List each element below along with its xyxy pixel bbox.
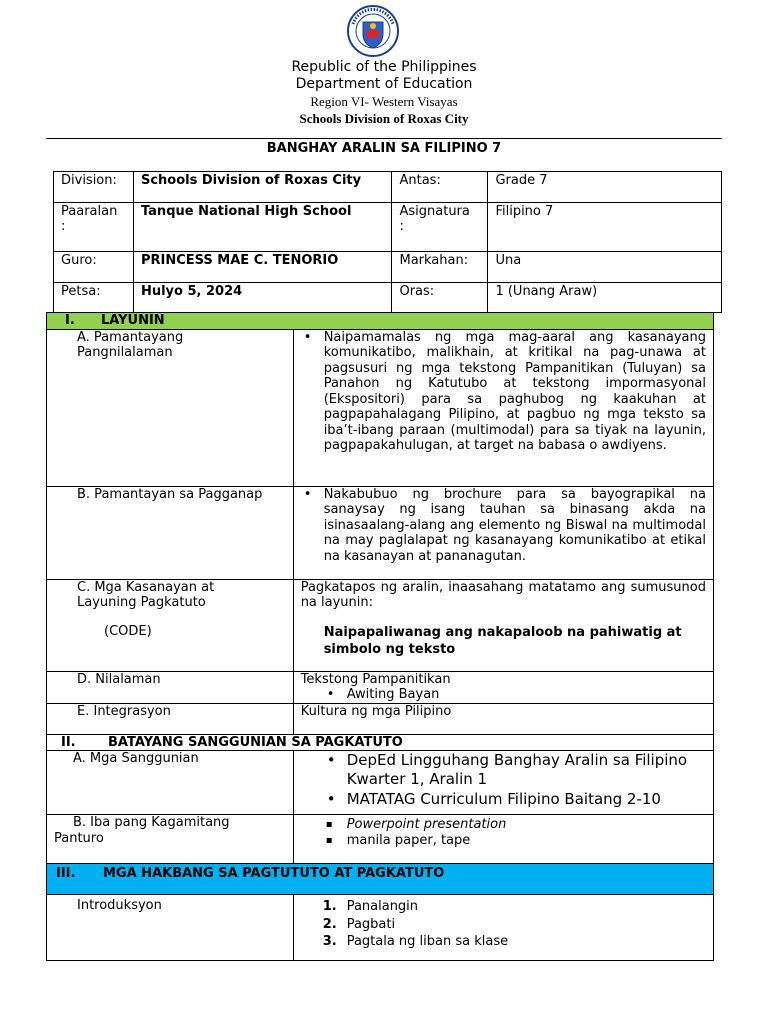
markahan-value: Una [488, 252, 722, 283]
code-placeholder: (CODE) [104, 623, 152, 639]
integrasyon-label: E. Integrasyon [47, 703, 294, 734]
list-item: 1. Panalangin [322, 899, 419, 914]
sanggunian-content: • DepEd Lingguhang Banghay Aralin sa Filipino Kwarter 1, Aralin 1 • MATATAG Curriculum Filipino Baitang 2-10 [293, 751, 713, 815]
kasanayan-content: Pagkatapos ng aralin, inaasahang matatamo ang sumusunod na layunin: Naipapaliwanag ang nakapaloob na pahiwatig at simbolo ng teksto [293, 579, 713, 671]
document-title: BANGHAY ARALIN SA FILIPINO 7 [266, 141, 502, 156]
asignatura-value: Filipino 7 [488, 203, 722, 252]
header-republic: Republic of the Philippines [291, 59, 477, 75]
asignatura-label: Asignatura : [392, 203, 488, 252]
paaralan-value: Tanque National High School [133, 203, 392, 252]
list-item: 3. Pagtala ng liban sa klase [322, 934, 509, 949]
deped-seal-logo [341, 4, 405, 58]
header-division: Schools Division of Roxas City [299, 111, 469, 126]
kagamitang-panturo-label: B. Iba pang Kagamitang Panturo [47, 815, 294, 864]
header-department: Department of Education [295, 76, 473, 92]
markahan-label: Markahan: [392, 252, 488, 283]
header-divider [46, 138, 722, 139]
antas-value: Grade 7 [488, 172, 722, 203]
section-layunin-header: I. LAYUNIN [47, 313, 714, 330]
oras-value: 1 (Unang Araw) [488, 283, 722, 313]
lesson-plan-table [46, 312, 714, 961]
paaralan-label: Paaralan : [54, 203, 134, 252]
nilalaman-label: D. Nilalaman [47, 671, 294, 703]
introduksyon-content [293, 895, 713, 961]
header-region: Region VI- Western Visayas [310, 94, 458, 109]
oras-label: Oras: [392, 283, 488, 313]
guro-value: PRINCESS MAE C. TENORIO [133, 252, 392, 283]
division-label: Division: [54, 172, 134, 203]
section-sanggunian-header: II. BATAYANG SANGGUNIAN SA PAGKATUTO [47, 734, 714, 751]
petsa-label: Petsa: [54, 283, 134, 313]
list-item: 2. Pagbati [322, 916, 396, 932]
pamantayang-pangnilalaman-content: • Naipamamalas ng mga mag-aaral ang kasanayang komunikatibo, malikhain, at kritikal na pag-unawa at pagsusuri ng mga tekstong Pampanitikan (Tuluyan) sa Panahon ng Katutubo at tekstong impormasyonal (Ekspositori) para sa paghubog ng kaakuhan at pagpapahalagang Pilipino, at pagbuo ng mga teksto sa iba’t-ibang paraan (multimodal) para sa tiyak na layunin, pagpapakahulugan, at target na babasa o awdiyens. [293, 329, 713, 486]
kagamitang-panturo-content: ▪ Powerpoint presentation ▪ manila paper, tape [293, 815, 713, 864]
info-table [53, 171, 722, 313]
pamantayan-pagganap-content: • Nakabubuo ng brochure para sa bayograpikal na sanaysay ng isang tauhan sa binasang akda na isinasaalang-alang ang elemento ng Biswal na multimodal na may paglalapat ng kasanayang komunikatibo at etikal na kasanayan at pananagutan. [293, 486, 713, 579]
division-value: Schools Division of Roxas City [133, 172, 392, 203]
pamantayang-pangnilalaman-label: A. Pamantayang Pangnilalaman [47, 329, 294, 486]
nilalaman-content: Tekstong Pampanitikan • Awiting Bayan [293, 671, 713, 703]
section-hakbang-header: III. MGA HAKBANG SA PAGTUTUTO AT PAGKATUTO [47, 864, 714, 895]
integrasyon-content: Kultura ng mga Pilipino [293, 703, 713, 734]
petsa-value: Hulyo 5, 2024 [133, 283, 392, 313]
pamantayan-pagganap-label: B. Pamantayan sa Pagganap [47, 486, 294, 579]
introduksyon-label: Introduksyon [47, 895, 294, 961]
kasanayan-objective: Naipapaliwanag ang nakapaloob na pahiwatig at simbolo ng teksto [323, 624, 682, 657]
antas-label: Antas: [392, 172, 488, 203]
guro-label: Guro: [54, 252, 134, 283]
sanggunian-label: A. Mga Sanggunian [47, 751, 294, 815]
kasanayan-label: C. Mga Kasanayan at Layuning Pagkatuto (CODE) [47, 579, 294, 671]
